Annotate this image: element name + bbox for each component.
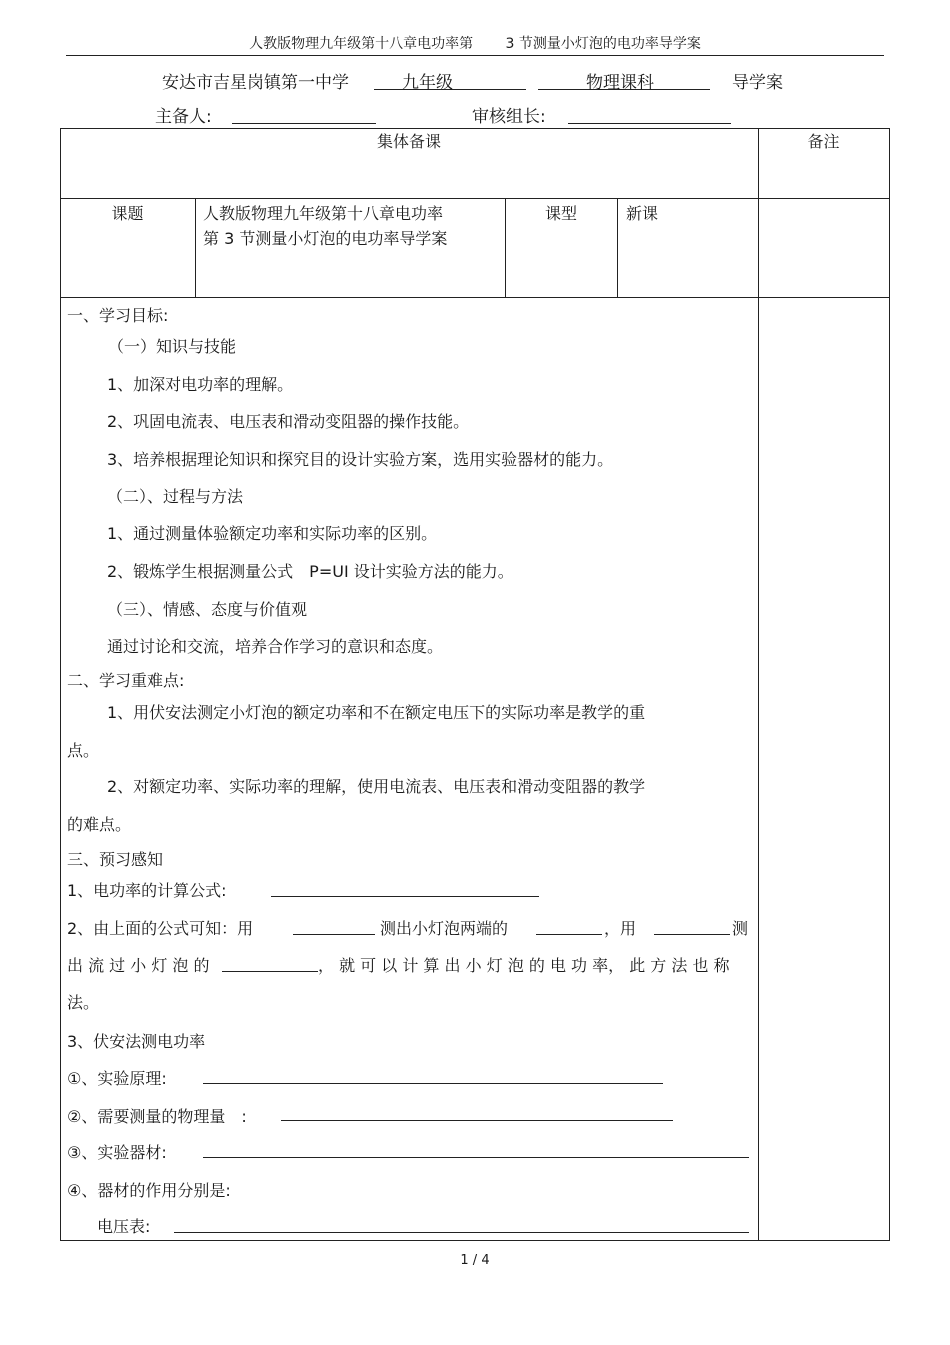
s2-point-1-line-2: 点。 — [67, 741, 100, 760]
s1-sub-1-title: （一）知识与技能 — [108, 337, 237, 356]
question-2-part-b: 测出小灯泡两端的 — [380, 919, 509, 938]
grade-value: 九年级 — [402, 73, 453, 93]
question-3-2-label: ②、需要测量的物理量 : — [67, 1107, 247, 1126]
question-2-part-f: ， 就 可 以 计 算 出 小 灯 泡 的 电 功 率， 此 方 法 也 称 — [318, 956, 730, 975]
question-3-5-blank[interactable] — [174, 1232, 749, 1233]
s1-sub-2-item-1: 1、通过测量体验额定功率和实际功率的区别。 — [107, 524, 438, 543]
question-2-part-d: 测 — [732, 919, 749, 938]
question-1-blank[interactable] — [271, 896, 539, 897]
s1-sub-2-title: （二）、过程与方法 — [107, 487, 244, 506]
question-2-blank-2[interactable] — [536, 934, 602, 935]
section-1-title: 一、学习目标: — [67, 306, 169, 325]
table-row-divider-1 — [60, 198, 890, 199]
running-header: 人教版物理九年级第十八章电功率第 3 节测量小灯泡的电功率导学案 — [249, 36, 701, 52]
section-2-title: 二、学习重难点: — [67, 671, 185, 690]
preparer-label: 主备人: — [155, 107, 212, 127]
question-2-blank-3[interactable] — [654, 934, 730, 935]
s1-sub-3-title: （三）、情感、态度与价值观 — [107, 600, 308, 619]
notes-column-divider — [758, 128, 759, 1241]
question-3-4-label: ④、器材的作用分别是: — [67, 1181, 231, 1200]
question-2-part-e: 出 流 过 小 灯 泡 的 — [67, 956, 210, 975]
question-3-1-label: ①、实验原理: — [67, 1069, 167, 1088]
preparer-blank[interactable] — [232, 123, 376, 124]
s1-sub-2-item-2: 2、锻炼学生根据测量公式 P=UI 设计实验方法的能力。 — [107, 562, 514, 581]
subject-field — [538, 68, 710, 93]
table-left-border — [60, 128, 61, 1241]
question-3-3-label: ③、实验器材: — [67, 1143, 167, 1162]
s1-sub-1-item-1: 1、加深对电功率的理解。 — [107, 375, 294, 394]
lesson-type-value: 新课 — [626, 204, 659, 223]
notes-label: 备注 — [807, 132, 840, 151]
s1-sub-3-text: 通过讨论和交流，培养合作学习的意识和态度。 — [107, 637, 444, 656]
question-2-part-g: 法。 — [67, 993, 100, 1012]
question-2-blank-4[interactable] — [222, 971, 318, 972]
topic-label: 课题 — [111, 204, 144, 223]
s1-sub-1-item-3: 3、培养根据理论知识和探究目的设计实验方案，选用实验器材的能力。 — [107, 450, 614, 469]
section-3-title: 三、预习感知 — [67, 850, 164, 869]
table-row-divider-2 — [60, 297, 890, 298]
s2-point-2-line-1: 2、对额定功率、实际功率的理解，使用电流表、电压表和滑动变阻器的教学 — [107, 777, 646, 796]
question-3-3-blank[interactable] — [203, 1157, 749, 1158]
s2-point-2-line-2: 的难点。 — [67, 815, 132, 834]
grade-field — [374, 68, 526, 93]
question-1-label: 1、电功率的计算公式: — [67, 881, 227, 900]
question-2-part-a: 2、由上面的公式可知：用 — [67, 919, 254, 938]
question-3-title: 3、伏安法测电功率 — [67, 1032, 206, 1051]
s2-point-1-line-1: 1、用伏安法测定小灯泡的额定功率和不在额定电压下的实际功率是教学的重 — [107, 703, 646, 722]
question-3-5-label: 电压表: — [97, 1217, 151, 1236]
subject-value: 物理课科 — [586, 73, 654, 93]
collective-prep-label: 集体备课 — [376, 132, 441, 151]
topic-line-1: 人教版物理九年级第十八章电功率 — [203, 204, 444, 223]
table-bottom-border — [60, 1240, 890, 1241]
reviewer-blank[interactable] — [568, 123, 731, 124]
question-2-part-c: ，用 — [604, 919, 637, 938]
type-value-divider — [617, 198, 618, 298]
s1-sub-1-item-2: 2、巩固电流表、电压表和滑动变阻器的操作技能。 — [107, 412, 470, 431]
table-right-border — [889, 128, 890, 1241]
question-3-1-blank[interactable] — [203, 1083, 663, 1084]
topic-column-divider — [195, 198, 196, 298]
question-3-2-blank[interactable] — [281, 1120, 673, 1121]
school-name: 安达市吉星岗镇第一中学 — [162, 73, 349, 93]
reviewer-label: 审核组长: — [472, 107, 546, 127]
topic-line-2: 第 3 节测量小灯泡的电功率导学案 — [203, 229, 448, 248]
header-divider — [66, 55, 884, 56]
doc-type: 导学案 — [732, 73, 783, 93]
question-2-blank-1[interactable] — [293, 934, 375, 935]
page-number: 1 / 4 — [460, 1253, 490, 1268]
lesson-type-label: 课型 — [544, 204, 577, 223]
